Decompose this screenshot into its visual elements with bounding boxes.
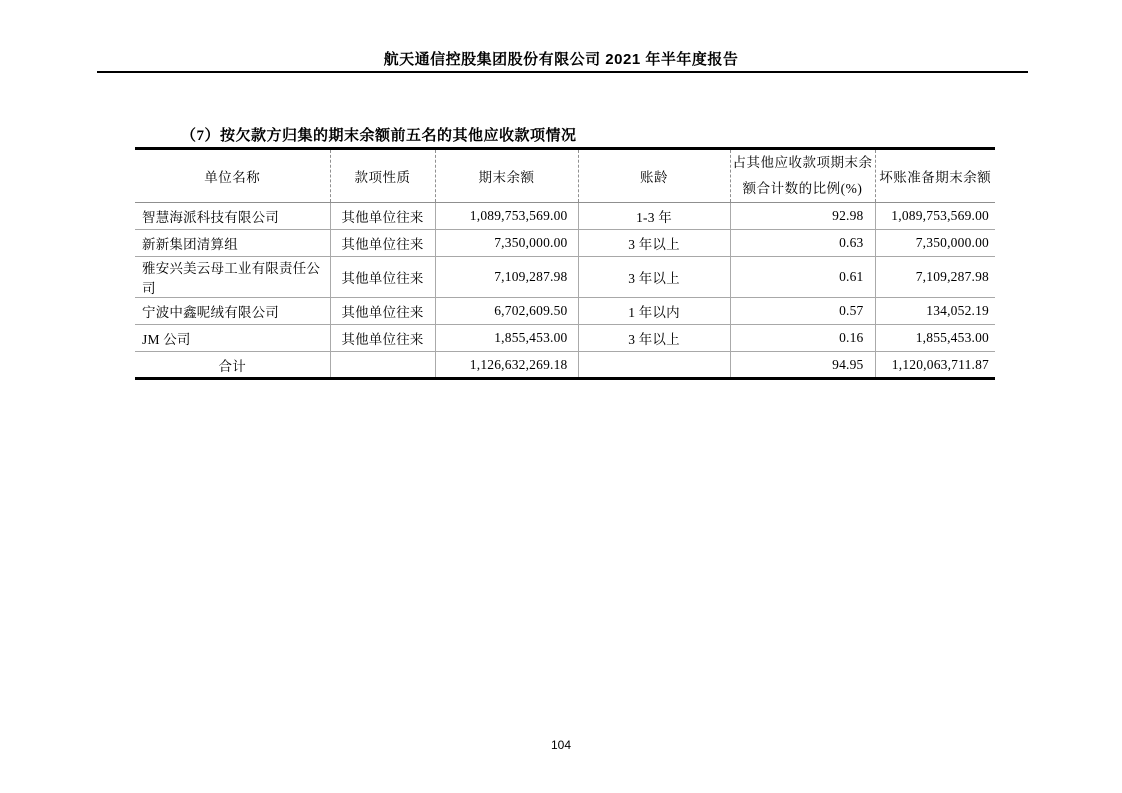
cell-unit-name: 智慧海派科技有限公司 <box>135 203 330 230</box>
cell-unit-name: JM 公司 <box>135 325 330 352</box>
header-bad-debt-provision: 坏账准备期末余额 <box>875 149 995 203</box>
cell-closing-balance: 1,126,632,269.18 <box>435 352 578 379</box>
page-number: 104 <box>550 738 572 752</box>
cell-closing-balance: 1,855,453.00 <box>435 325 578 352</box>
table-total-row <box>135 352 995 379</box>
table-row <box>135 230 995 257</box>
table-header-row <box>135 149 995 203</box>
receivables-top5-table <box>135 147 995 380</box>
header-closing-balance: 期末余额 <box>435 149 578 203</box>
table-row <box>135 298 995 325</box>
table-row <box>135 257 995 298</box>
cell-aging: 3 年以上 <box>578 230 730 257</box>
cell-ratio: 92.98 <box>730 203 875 230</box>
cell-aging: 1-3 年 <box>578 203 730 230</box>
cell-nature <box>330 352 435 379</box>
cell-bad-debt: 1,120,063,711.87 <box>891 356 989 372</box>
cell-bad-debt: 134,052.19 <box>875 298 995 325</box>
cell-closing-balance: 1,089,753,569.00 <box>435 203 578 230</box>
cell-aging: 1 年以内 <box>578 298 730 325</box>
cell-total-label: 合计 <box>135 352 330 379</box>
cell-bad-debt: 7,350,000.00 <box>875 230 995 257</box>
cell-aging: 3 年以上 <box>578 325 730 352</box>
cell-nature: 其他单位往来 <box>330 325 435 352</box>
header-nature: 款项性质 <box>330 149 435 203</box>
header-aging: 账龄 <box>578 149 730 203</box>
document-header-title: 航天通信控股集团股份有限公司 2021 年半年度报告 <box>383 51 739 68</box>
cell-ratio: 0.57 <box>730 298 875 325</box>
cell-closing-balance: 7,350,000.00 <box>435 230 578 257</box>
header-ratio-line1: 占其他应收款项期末余 <box>732 155 873 170</box>
cell-unit-name: 宁波中鑫呢绒有限公司 <box>135 298 330 325</box>
cell-ratio: 0.61 <box>730 257 875 298</box>
cell-unit-name: 雅安兴美云母工业有限责任公司 <box>135 257 330 298</box>
cell-nature: 其他单位往来 <box>330 298 435 325</box>
table-row <box>135 203 995 230</box>
cell-closing-balance: 7,109,287.98 <box>435 257 578 298</box>
header-ratio-line2: 额合计数的比例(%) <box>742 181 863 196</box>
header-divider-rule <box>97 71 1028 73</box>
cell-bad-debt: 7,109,287.98 <box>875 257 995 298</box>
header-ratio <box>730 149 875 203</box>
header-unit-name: 单位名称 <box>135 149 330 203</box>
cell-bad-debt: 1,089,753,569.00 <box>875 203 995 230</box>
cell-nature: 其他单位往来 <box>330 230 435 257</box>
cell-ratio: 0.16 <box>730 325 875 352</box>
cell-aging <box>578 352 730 379</box>
section-title: （7）按欠款方归集的期末余额前五名的其他应收款项情况 <box>181 128 577 144</box>
cell-ratio: 0.63 <box>730 230 875 257</box>
cell-ratio: 94.95 <box>730 352 875 379</box>
table-row <box>135 325 995 352</box>
cell-closing-balance: 6,702,609.50 <box>435 298 578 325</box>
cell-nature: 其他单位往来 <box>330 257 435 298</box>
cell-nature: 其他单位往来 <box>330 203 435 230</box>
cell-aging: 3 年以上 <box>578 257 730 298</box>
cell-bad-debt: 1,855,453.00 <box>875 325 995 352</box>
cell-unit-name: 新新集团清算组 <box>135 230 330 257</box>
